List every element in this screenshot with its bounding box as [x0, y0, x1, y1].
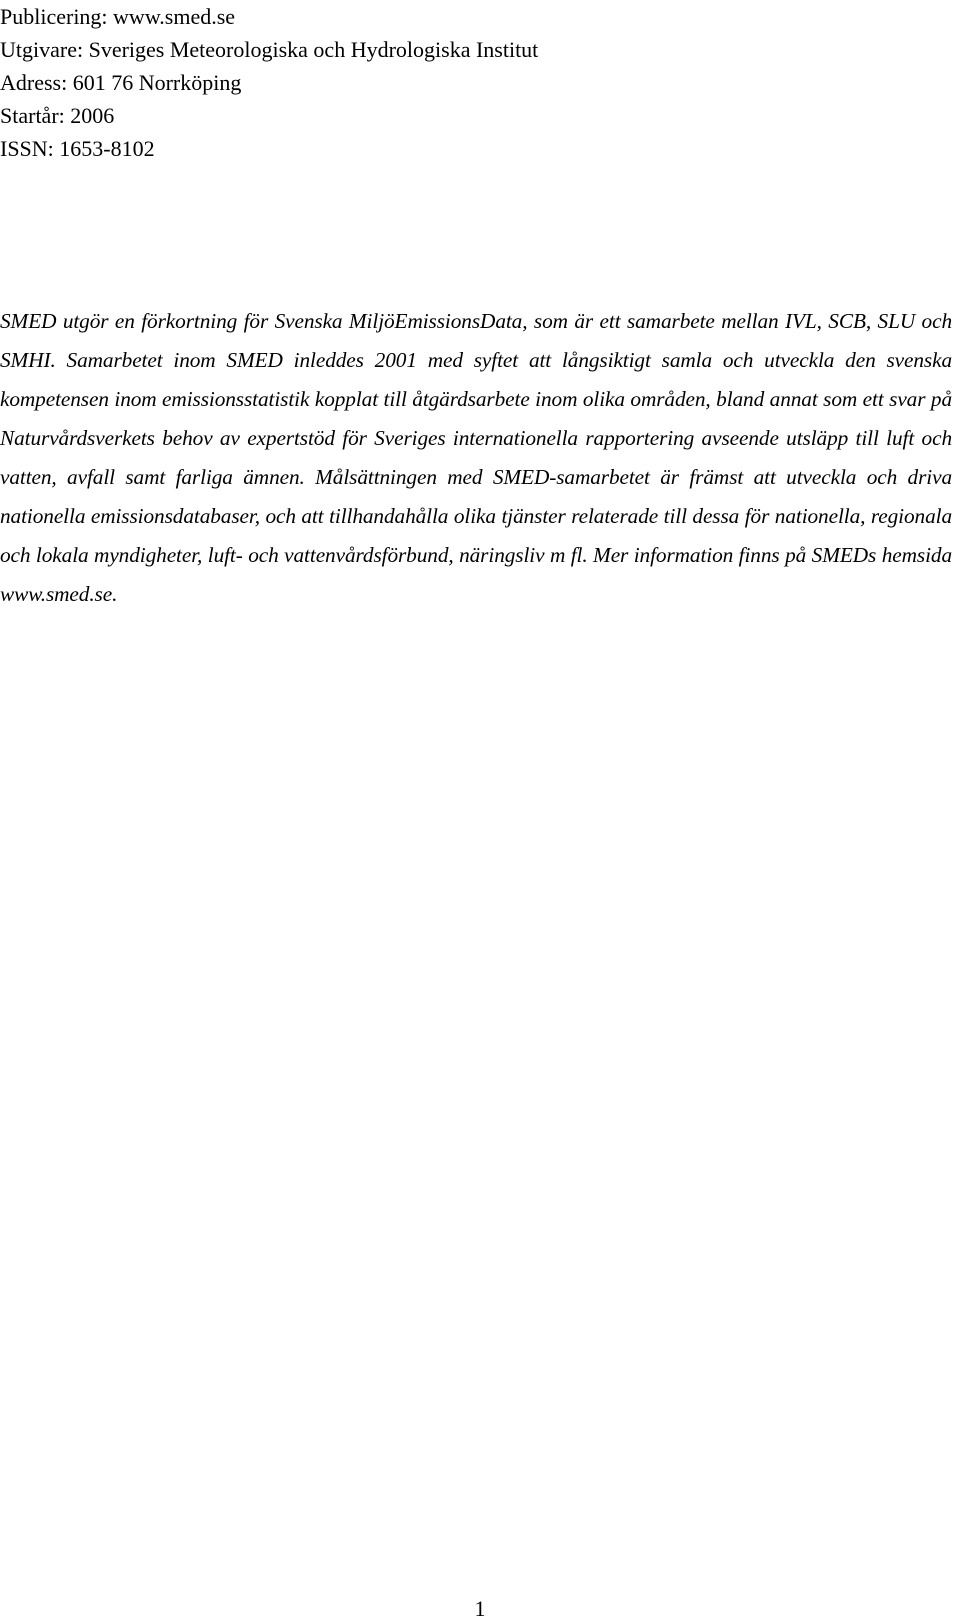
page-number: 1 — [474, 1596, 486, 1621]
issn-line: ISSN: 1653-8102 — [0, 136, 155, 161]
smed-intro-paragraph: SMED utgör en förkortning för Svenska MiljöEmissionsData, som är ett samarbete mellan IVL, SCB, SLU och SMHI. Samarbetet inom SMED inleddes 2001 med syftet att långsiktigt samla och utveckla den svenska kompetensen inom emissionsstatistik kopplat till åtgärdsarbete inom olika områden, bland annat som ett svar på Naturvårdsverkets behov av expertstöd för Sveriges internationella rapportering avseende utsläpp till luft och vatten, avfall samt farliga ämnen. Målsättningen med SMED-samarbetet är främst att utveckla och driva nationella emissionsdatabaser, och att tillhandahålla olika tjänster relaterade till dessa för nationella, regionala och lokala myndigheter, luft- och vattenvårdsförbund, näringsliv m fl. Mer information finns på SMEDs hemsida www.smed.se. — [0, 309, 952, 606]
publication-line: Publicering: www.smed.se — [0, 4, 236, 29]
publication-metadata — [0, 0, 900, 165]
address-line: Adress: 601 76 Norrköping — [0, 70, 242, 95]
start-year-line: Startår: 2006 — [0, 103, 115, 128]
publisher-line: Utgivare: Sveriges Meteorologiska och Hydrologiska Institut — [0, 37, 539, 62]
